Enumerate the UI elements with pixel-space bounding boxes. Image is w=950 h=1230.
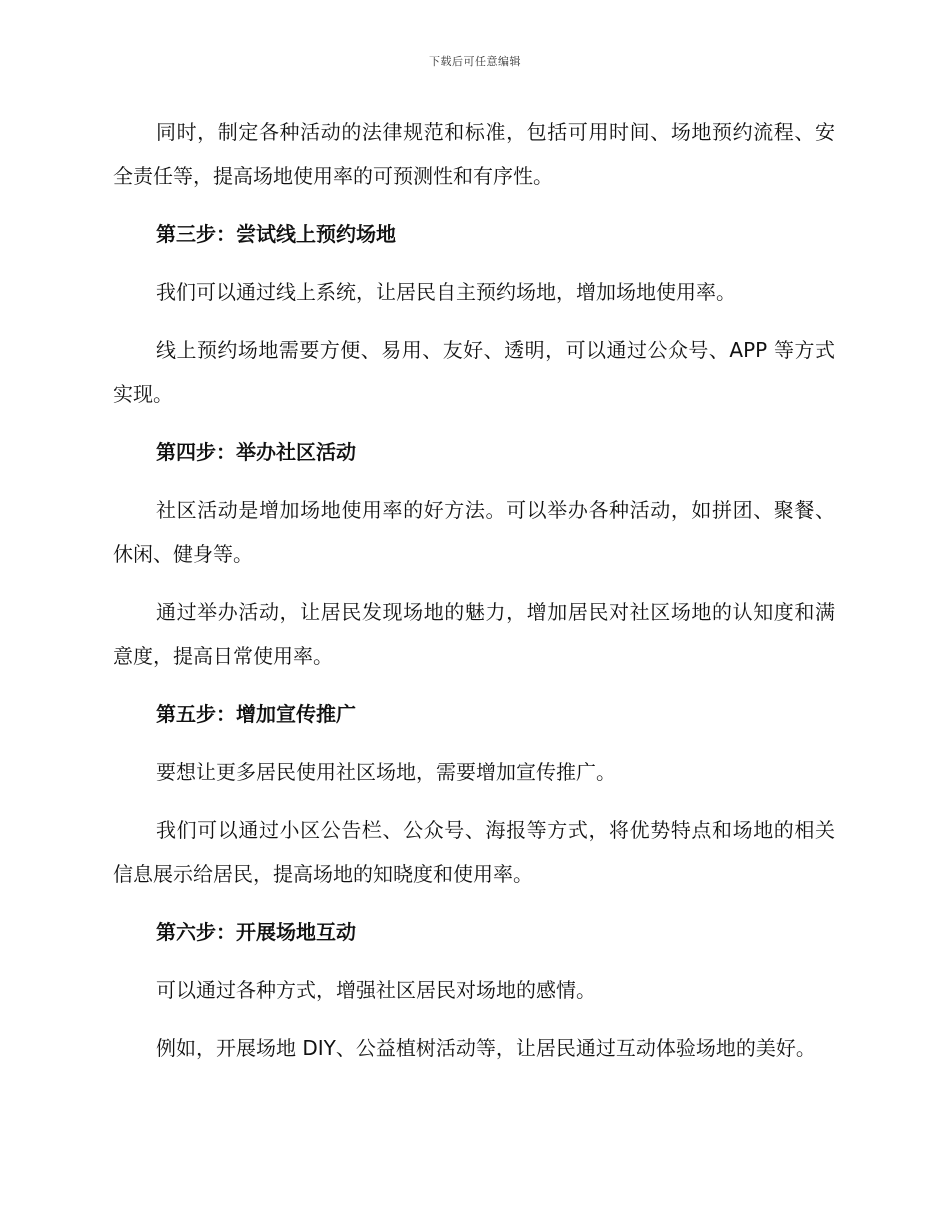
- section-heading: 第五步：增加宣传推广: [156, 702, 356, 726]
- paragraph: 同时，制定各种活动的法律规范和标准，包括可用时间、场地预约流程、安全责任等，提高场地使用率的可预测性和有序性。: [113, 120, 835, 188]
- paragraph: 例如，开展场地 DIY、公益植树活动等，让居民通过互动体验场地的美好。: [156, 1036, 816, 1060]
- document-body: [113, 110, 835, 1084]
- paragraph: 我们可以通过小区公告栏、公众号、海报等方式，将优势特点和场地的相关信息展示给居民，提高场地的知晓度和使用率。: [113, 818, 835, 886]
- section-heading: 第三步：尝试线上预约场地: [156, 222, 396, 246]
- paragraph: 通过举办活动，让居民发现场地的魅力，增加居民对社区场地的认知度和满意度，提高日常使用率。: [113, 600, 835, 668]
- paragraph: 要想让更多居民使用社区场地，需要增加宣传推广。: [156, 760, 616, 784]
- paragraph: 线上预约场地需要方便、易用、友好、透明，可以通过公众号、APP 等方式实现。: [113, 338, 835, 406]
- paragraph: 可以通过各种方式，增强社区居民对场地的感情。: [156, 978, 596, 1002]
- page-header-note: 下载后可任意编辑: [429, 55, 521, 68]
- section-heading: 第六步：开展场地互动: [156, 920, 356, 944]
- section-heading: 第四步：举办社区活动: [156, 440, 356, 464]
- paragraph: 社区活动是增加场地使用率的好方法。可以举办各种活动，如拼团、聚餐、休闲、健身等。: [113, 498, 835, 566]
- paragraph: 我们可以通过线上系统，让居民自主预约场地，增加场地使用率。: [156, 280, 736, 304]
